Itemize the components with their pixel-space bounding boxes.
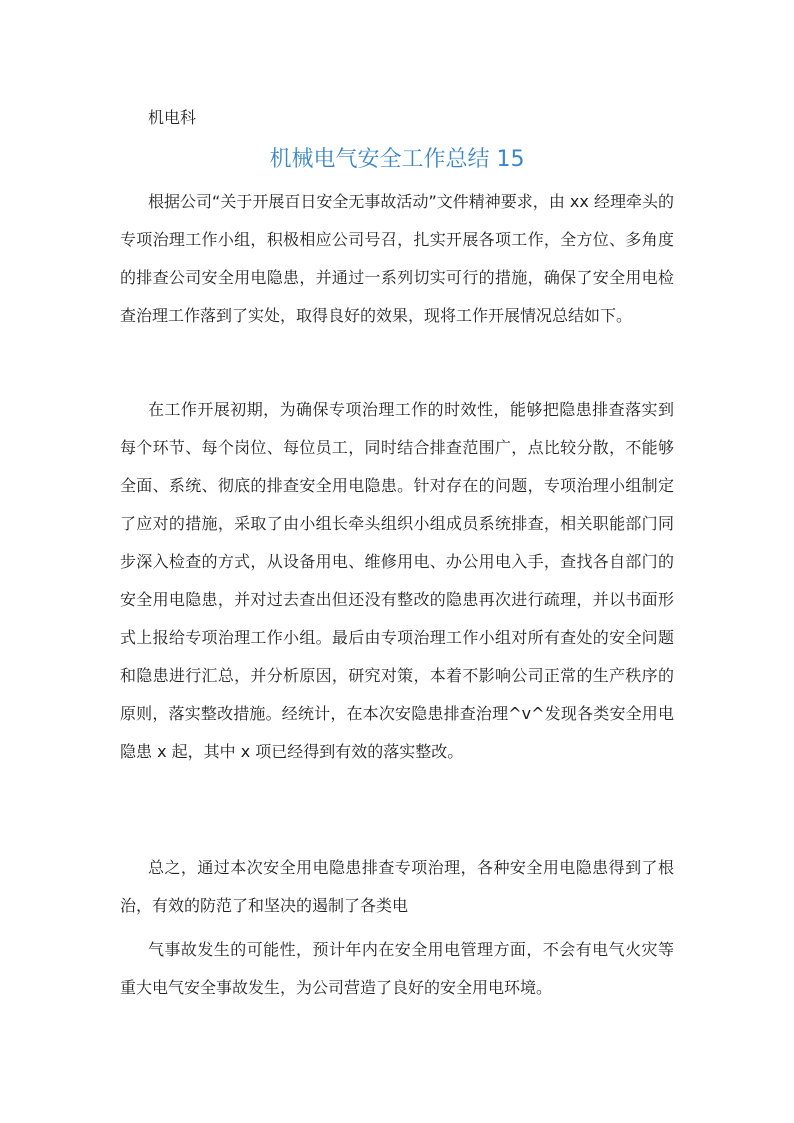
- paragraph-intro: 根据公司“关于开展百日安全无事故活动”文件精神要求，由 xx 经理牵头的专项治理工作小组，积极相应公司号召，扎实开展各项工作，全方位、多角度的排查公司安全用电隐患，并通过一系列切实可行的措施，确保了安全用电检查治理工作落到了实处，取得良好的效果，现将工作开展情况总结如下。: [120, 192, 674, 325]
- paragraph-process: 在工作开展初期，为确保专项治理工作的时效性，能够把隐患排查落实到每个环节、每个岗位、每位员工，同时结合排查范围广，点比较分散，不能够全面、系统、彻底的排查安全用电隐患。针对存在的问题，专项治理小组制定了应对的措施，采取了由小组长牵头组织小组成员系统排查，相关职能部门同步深入检查的方式，从设备用电、维修用电、办公用电入手，查找各自部门的安全用电隐患，并对过去查出但还没有整改的隐患再次进行疏理，并以书面形式上报给专项治理工作小组。最后由专项治理工作小组对所有查处的安全问题和隐患进行汇总，并分析原因，研究对策，本着不影响公司正常的生产秩序的原则，落实整改措施。经统计，在本次安隐患排查治理^v^发现各类安全用电隐患 x 起，其中 x 项已经得到有效的落实整改。: [120, 400, 674, 761]
- paragraph-summary: 总之，通过本次安全用电隐患排查专项治理，各种安全用电隐患得到了根治，有效的防范了和坚决的遏制了各类电: [120, 858, 674, 915]
- document-title: 机械电气安全工作总结 15: [269, 147, 525, 172]
- paragraph-conclusion: 气事故发生的可能性，预计年内在安全用电管理方面，不会有电气火灾等重大电气安全事故发生，为公司营造了良好的安全用电环境。: [120, 940, 674, 997]
- department-label: 机电科: [148, 108, 197, 127]
